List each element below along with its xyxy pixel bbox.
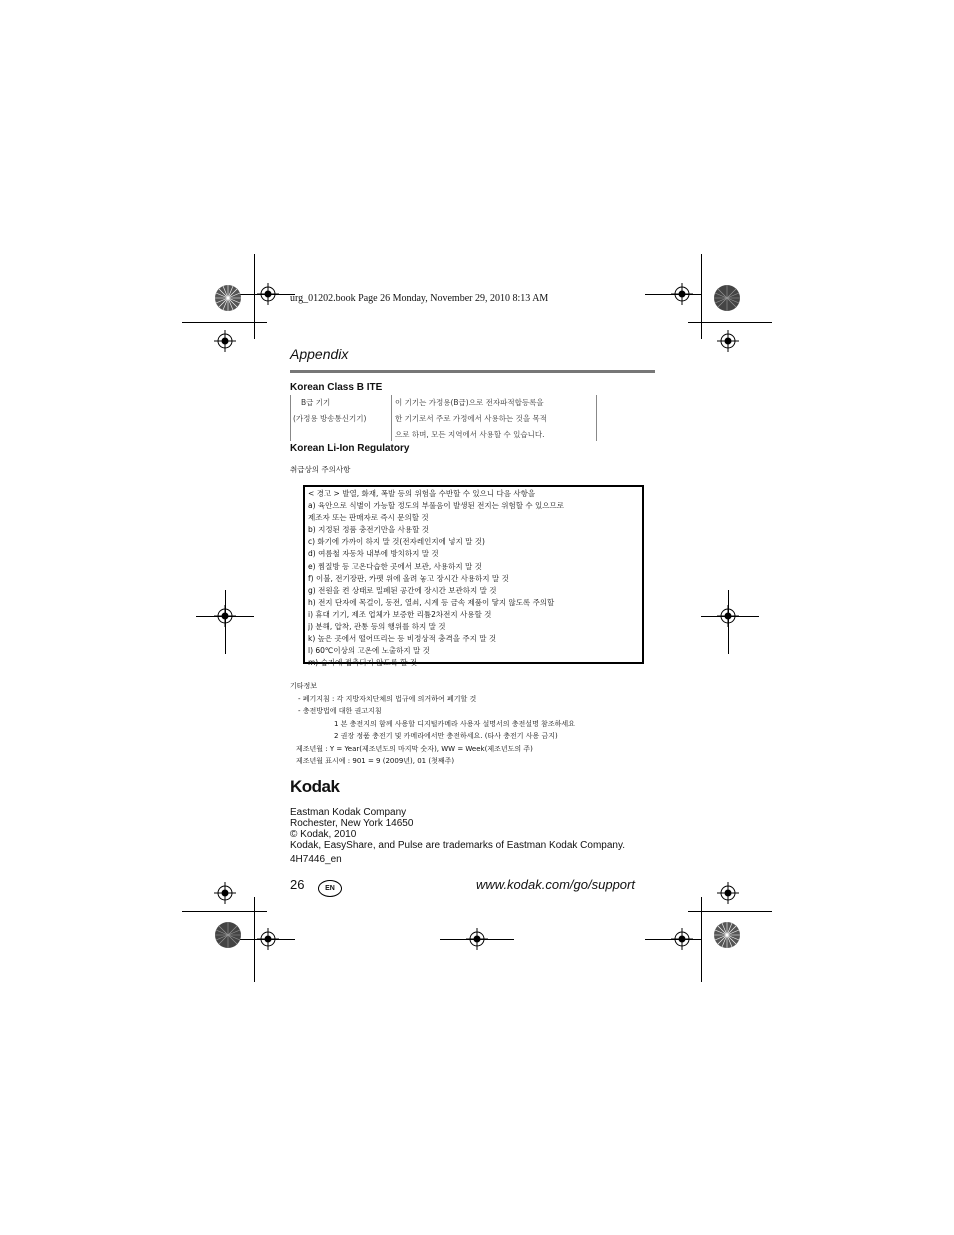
warning-line: < 경고 > 발열, 화재, 폭발 등의 위험을 수반할 수 있으니 다음 사항을: [308, 489, 536, 498]
crop-line: [440, 939, 514, 940]
company-line: Eastman Kodak Company: [290, 807, 407, 818]
registration-mark-icon: [717, 330, 739, 352]
warning-line: 제조자 또는 판매자로 즉시 문의할 것: [308, 513, 429, 523]
crop-line: [645, 294, 701, 295]
other-info-block: [290, 680, 575, 768]
class-b-left-line: B급 기기: [301, 398, 331, 407]
class-b-right-column: [391, 395, 597, 441]
caution-title: 취급상의 주의사항: [290, 465, 351, 474]
warning-line: j) 분해, 압착, 관통 등의 행위를 하지 말 것: [308, 622, 446, 632]
title-rule: [290, 370, 655, 373]
other-info-line: - 충전방법에 대한 권고지침: [298, 707, 382, 715]
other-info-line: 2 권장 정품 충전기 및 카메라에서만 충전하세요. (타사 충전기 사용 금지): [334, 732, 558, 740]
registration-mark-icon: [717, 882, 739, 904]
warning-line: h) 전지 단자에 목걸이, 동전, 열쇠, 시계 등 금속 제품이 닿지 않도록 주의할: [308, 597, 555, 607]
class-b-right-line: 으로 하며, 모든 지역에서 사용할 수 있습니다.: [395, 430, 545, 439]
starburst-target-icon: [713, 921, 741, 949]
other-info-line: 1 본 충전지의 함께 사용할 디지털카메라 사용자 설명서의 충전설명 참조하세요: [334, 719, 575, 728]
warning-line: c) 화기에 가까이 하지 말 것(전자레인지에 넣지 말 것): [308, 537, 485, 547]
crop-line: [239, 294, 295, 295]
starburst-target-icon: [214, 284, 242, 312]
class-b-right-line: 한 기기로서 주로 가정에서 사용하는 것을 목적: [395, 414, 547, 423]
other-info-title: 기타정보: [290, 682, 318, 690]
section-title: Appendix: [290, 346, 349, 362]
crop-line: [701, 254, 702, 339]
class-b-table: [290, 395, 597, 441]
crop-line: [225, 590, 226, 654]
company-line: Kodak, EasyShare, and Pulse are trademarks of Eastman Kodak Company.: [290, 840, 625, 851]
part-number: 4H7446_en: [290, 854, 342, 865]
other-info-line: - 폐기지침 : 각 지방자치단체의 법규에 의거하여 폐기할 것: [298, 694, 477, 703]
crop-line: [645, 939, 701, 940]
crop-line: [182, 322, 267, 323]
page-number: 26: [290, 877, 305, 892]
warning-box: [303, 485, 644, 668]
company-info: [290, 807, 625, 851]
registration-mark-icon: [214, 882, 236, 904]
class-b-left-column: [290, 395, 392, 441]
date-code-line: 제조년월 : Y = Year(제조년도의 마지막 숫자), WW = Week(제조년도의 주): [296, 744, 533, 753]
starburst-target-icon: [214, 921, 242, 949]
date-code-line: 제조년월 표시예 : 901 = 9 (2009년), 01 (첫째주): [296, 757, 455, 765]
warning-line: m) 습기에 접촉되지 않도록 할 것: [308, 658, 418, 668]
registration-mark-icon: [214, 330, 236, 352]
crop-line: [239, 939, 295, 940]
warning-line: a) 육안으로 식별이 가능할 정도의 부풀음이 발생된 전지는 위험할 수 있으므로: [308, 501, 564, 511]
warning-line: d) 여름철 자동차 내부에 방치하지 말 것: [308, 549, 439, 559]
warning-line: e) 찜질방 등 고온다습한 곳에서 보관, 사용하지 말 것: [308, 561, 482, 571]
liion-heading: Korean Li-Ion Regulatory: [290, 443, 410, 454]
class-b-heading: Korean Class B ITE: [290, 382, 383, 393]
language-badge: EN: [318, 880, 342, 897]
warning-line: b) 지정된 정품 충전기만을 사용할 것: [308, 525, 430, 535]
support-url-link[interactable]: www.kodak.com/go/support: [476, 877, 635, 892]
crop-line: [701, 897, 702, 982]
warning-line: f) 이불, 전기장판, 카펫 위에 올려 놓고 장시간 사용하지 말 것: [308, 573, 509, 583]
kodak-logo: Kodak: [290, 777, 340, 796]
company-line: Rochester, New York 14650: [290, 818, 414, 829]
crop-line: [728, 590, 729, 654]
crop-line: [701, 616, 759, 617]
starburst-target-icon: [713, 284, 741, 312]
warning-line: g) 전원을 켠 상태로 밀폐된 공간에 장시간 보관하지 말 것: [308, 585, 497, 595]
warning-line: l) 60℃이상의 고온에 노출하지 말 것: [308, 646, 430, 656]
crop-line: [688, 322, 772, 323]
company-line: © Kodak, 2010: [290, 829, 357, 840]
warning-line: i) 휴대 기기, 제조 업체가 보증한 리튬2차전지 사용할 것: [308, 609, 492, 619]
crop-line: [254, 254, 255, 339]
warning-line: k) 높은 곳에서 떨어뜨리는 등 비정상적 충격을 주지 말 것: [308, 634, 497, 644]
class-b-right-line: 이 기기는 가정용(B급)으로 전자파적합등록을: [395, 398, 544, 407]
slug-line: urg_01202.book Page 26 Monday, November 29, 2010 8:13 AM: [290, 293, 549, 304]
class-b-left-line: (가정용 방송통신기기): [293, 414, 367, 423]
